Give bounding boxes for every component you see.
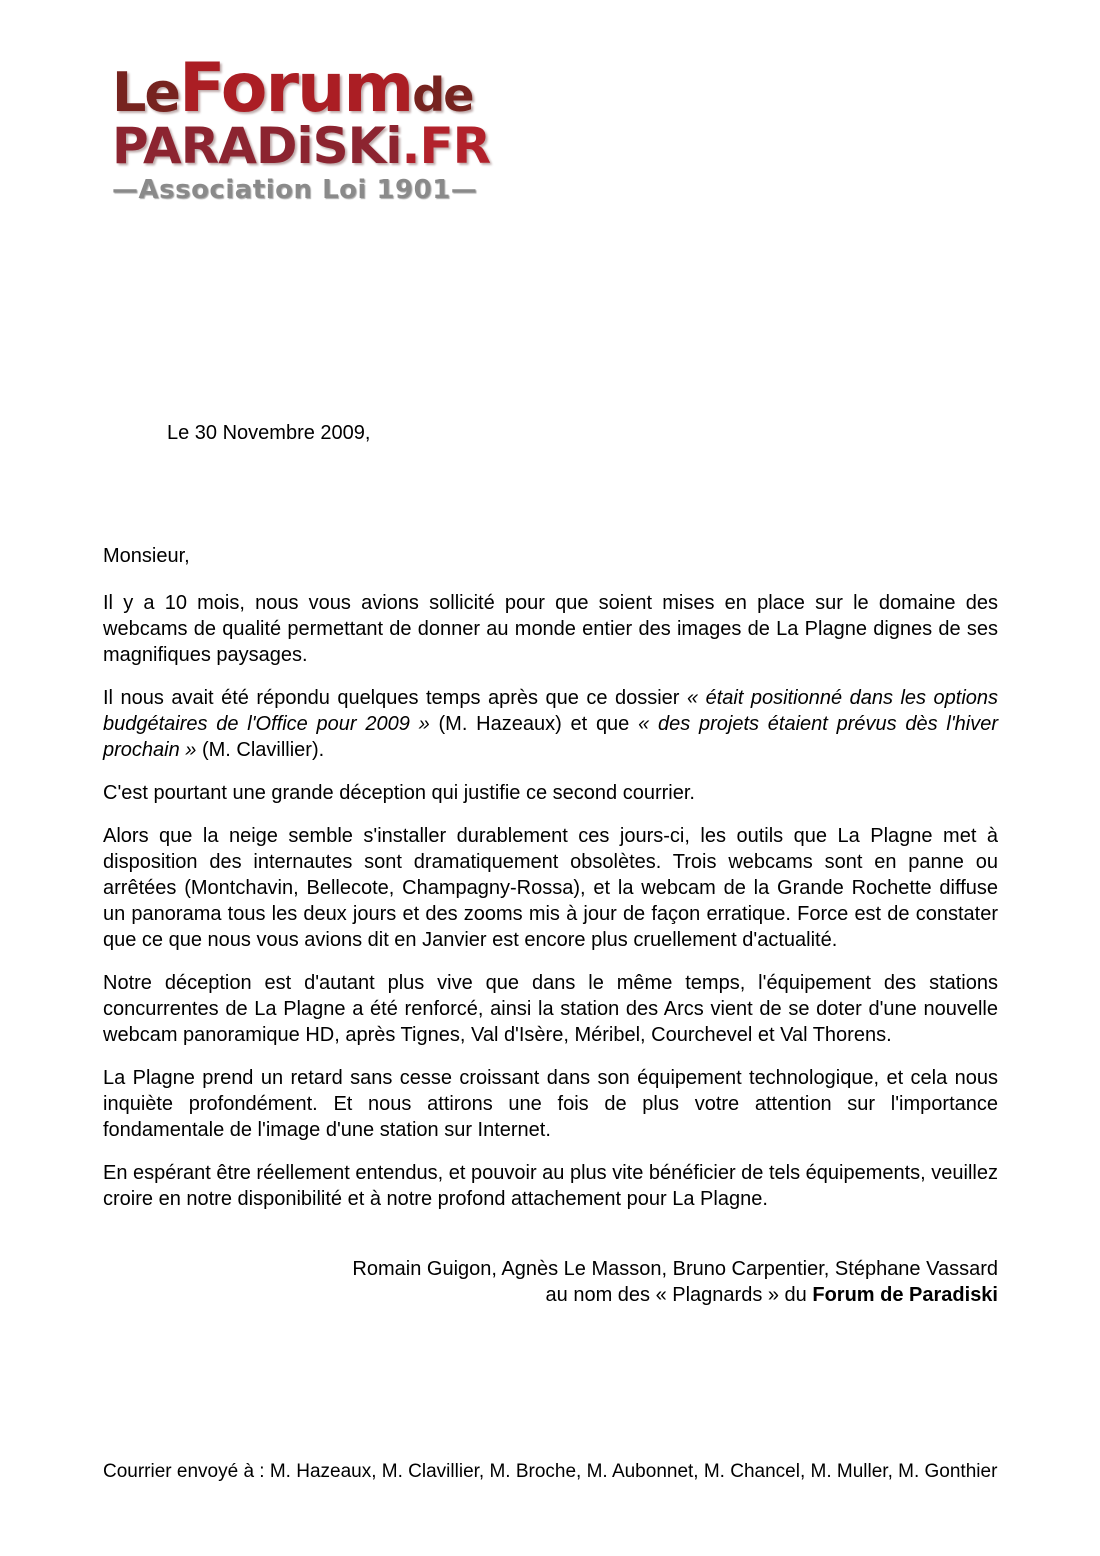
logo-line-forum [112, 49, 490, 128]
text-run: En espérant être réellement entendus, et pouvoir au plus vite bénéficier de tels équipements, veuillez croire en notre disponibilité et à notre profond attachement pour La Plagne. [103, 1162, 998, 1210]
paragraph-7 [103, 1160, 998, 1212]
quoted-italic-text: « des projets étaient prévus dès l'hiver prochain » [103, 713, 998, 761]
paragraph-4 [103, 823, 998, 953]
text-run: La Plagne prend un retard sans cesse croissant dans son équipement technologique, et cela nous inquiète profondément. Et nous attirons une fois de plus votre attention sur l'importance fondamentale de l'image d'une station sur Internet. [103, 1067, 998, 1141]
paragraph-5 [103, 970, 998, 1048]
signature-block [103, 1256, 998, 1308]
paragraph-2 [103, 685, 998, 763]
text-run: Romain Guigon, Agnès Le Masson, Bruno Carpentier, Stéphane Vassard [352, 1258, 998, 1280]
text-run: Alors que la neige semble s'installer durablement ces jours-ci, les outils que La Plagne met à disposition des internautes sont dramatiquement obsolètes. Trois webcams sont en panne ou arrêtées (Montchavin, Bellecote, Champagny-Rossa), et la webcam de la Grande Rochette diffuse un panorama tous les deux jours et des zooms mis à jour de façon erratique. Force est de constater que ce que nous vous avions dit en Janvier est encore plus cruellement d'actualité. [103, 825, 998, 951]
bold-text: Forum de Paradiski [812, 1284, 998, 1306]
letter-body [103, 420, 998, 1308]
signature-names [103, 1256, 998, 1282]
logo-text-paradiski: PARADiSKi [112, 117, 402, 175]
logo-text-forum: Forum [179, 49, 413, 128]
text-run: Il nous avait été répondu quelques temps après que ce dossier [103, 687, 687, 709]
paragraph-3 [103, 780, 998, 806]
logo-text-le: Le [112, 61, 180, 124]
text-run: C'est pourtant une grande déception qui justifie ce second courrier. [103, 782, 695, 804]
text-run: au nom des « Plagnards » du [545, 1284, 813, 1306]
logo-association-tagline: —Association Loi 1901— [112, 175, 478, 205]
text-run: Il y a 10 mois, nous vous avions sollicité pour que soient mises en place sur le domaine des webcams de qualité permettant de donner au monde entier des images de La Plagne dignes de ses magnifiques paysages. [103, 592, 998, 666]
cc-recipients-line: Courrier envoyé à : M. Hazeaux, M. Clavillier, M. Broche, M. Aubonnet, M. Chancel, M. Muller, M. Gonthier [103, 1461, 998, 1482]
forum-paradiski-logo [112, 49, 491, 205]
logo-text-de: de [412, 68, 473, 122]
logo-line-paradiski [112, 117, 491, 175]
salutation: Monsieur, [103, 545, 190, 567]
quoted-italic-text: « était positionné dans les options budgétaires de l'Office pour 2009 » [103, 687, 999, 735]
paragraph-1 [103, 590, 998, 668]
text-run: Notre déception est d'autant plus vive que dans le même temps, l'équipement des stations concurrentes de La Plagne a été renforcé, ainsi la station des Arcs vient de se doter d'une nouvelle webcam panoramique HD, après Tignes, Val d'Isère, Méribel, Courchevel et Val Thorens. [103, 972, 998, 1046]
text-run: (M. Clavillier). [196, 739, 325, 761]
logo-text-fr: .FR [401, 117, 491, 175]
paragraph-6 [103, 1065, 998, 1143]
letter-date: Le 30 Novembre 2009, [167, 422, 371, 444]
text-run: (M. Hazeaux) et que [429, 713, 639, 735]
signature-on-behalf [103, 1282, 998, 1308]
